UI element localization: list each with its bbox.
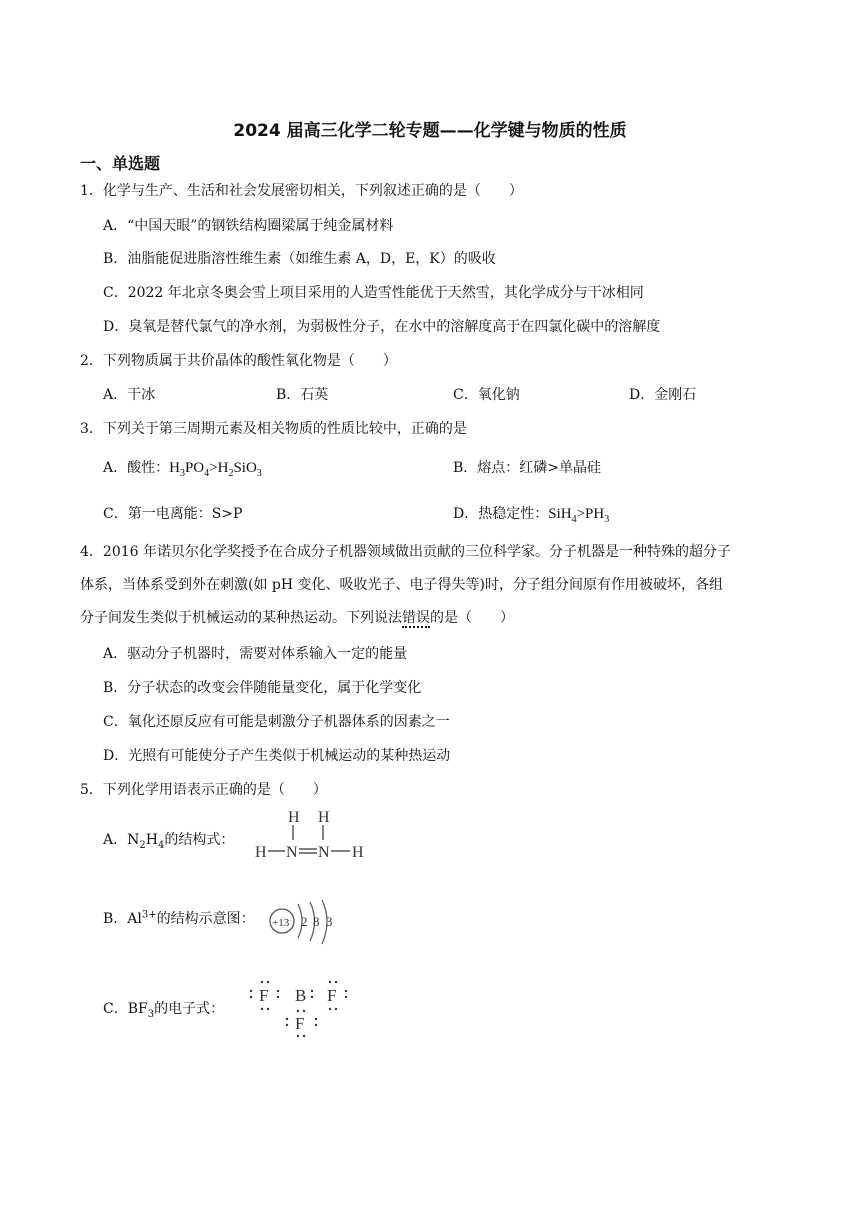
- question-2-option-d: D．金刚石: [629, 387, 697, 403]
- formula-acidity: $H_3PO_4>H_2SiO_3$: [169, 460, 262, 479]
- question-1-option-d: D．臭氧是替代氯气的净水剂，为弱极性分子，在水中的溶解度高于在四氯化碳中的溶解度: [103, 319, 661, 335]
- svg-text:2: 2: [301, 914, 308, 929]
- question-5-stem: 5．下列化学用语表示正确的是（ ）: [80, 782, 327, 798]
- section-heading: 一、单选题: [80, 154, 161, 173]
- question-4-option-a: A．驱动分子机器时，需要对体系输入一定的能量: [103, 646, 408, 662]
- page-title: 2024 届高三化学二轮专题——化学键与物质的性质: [233, 121, 627, 141]
- svg-text:H: H: [352, 844, 364, 861]
- n2h4-structural-formula: [250, 806, 374, 862]
- option-d-label: D．热稳定性：: [453, 506, 549, 522]
- svg-text:+13: +13: [272, 917, 290, 929]
- svg-text:8: 8: [313, 914, 320, 929]
- question-5-option-c: C．$BF_3$的电子式：: [103, 1001, 225, 1020]
- question-2-option-c: C．氧化钠: [453, 387, 520, 403]
- bf3-electron-formula: [240, 974, 360, 1040]
- question-3-option-a: [103, 457, 262, 479]
- question-4-line-1: 4．2016 年诺贝尔化学奖授予在合成分子机器领域做出贡献的三位科学家。分子机器是一种特殊的超分子: [80, 544, 731, 560]
- svg-text:F: F: [259, 986, 269, 1005]
- question-3-option-d: [453, 503, 609, 525]
- svg-text:3: 3: [326, 914, 333, 929]
- question-2-option-b: B．石英: [276, 387, 329, 403]
- svg-text:F: F: [295, 1014, 305, 1033]
- svg-text:B: B: [295, 986, 307, 1005]
- question-4-option-b: B．分子状态的改变会伴随能量变化，属于化学变化: [103, 680, 422, 696]
- question-3-option-c: C．第一电离能：S>P: [103, 506, 243, 522]
- question-4-option-d: D．光照有可能使分子产生类似于机械运动的某种热运动: [103, 748, 451, 764]
- question-1-option-a: A．“中国天眼”的钢铁结构圈梁属于纯金属材料: [103, 218, 394, 234]
- svg-text:H: H: [318, 809, 330, 826]
- question-1-option-c: C．2022 年北京冬奥会雪上项目采用的人造雪性能优于天然雪，其化学成分与干冰相同: [103, 285, 644, 301]
- svg-text:N: N: [286, 844, 298, 861]
- question-1-option-b: B．油脂能促进脂溶性维生素（如维生素 A，D，E，K）的吸收: [103, 251, 496, 267]
- question-1-stem: 1．化学与生产、生活和社会发展密切相关，下列叙述正确的是（ ）: [80, 183, 523, 199]
- svg-text:H: H: [288, 809, 300, 826]
- question-4-line-3: 分子间发生类似于机械运动的某种热运动。下列说法错误的是（ ）: [80, 610, 514, 626]
- emphasis-text: 错误: [402, 610, 430, 626]
- svg-text:N: N: [318, 844, 330, 861]
- svg-text:F: F: [327, 986, 337, 1005]
- svg-text:H: H: [255, 844, 267, 861]
- question-2-option-a: A．干冰: [103, 387, 156, 403]
- question-5-option-a: A．$N_2H_4$的结构式：: [103, 832, 235, 851]
- question-3-option-b: B．熔点：红磷>单晶硅: [453, 460, 602, 476]
- question-2-stem: 2．下列物质属于共价晶体的酸性氧化物是（ ）: [80, 353, 397, 369]
- question-4-option-c: C．氧化还原反应有可能是刺激分子机器体系的因素之一: [103, 714, 450, 730]
- formula-stability: $SiH_4>PH_3$: [548, 506, 610, 525]
- question-5-option-b: B．$Al^{3+}$的结构示意图：: [103, 909, 255, 927]
- option-a-label: A．酸性：: [103, 460, 170, 476]
- al3-ion-structure-diagram: [268, 896, 344, 950]
- question-4-line-2: 体系，当体系受到外在刺激(如 pH 变化、吸收光子、电子得失等)时，分子组分间原有作用被破坏，各组: [80, 577, 723, 593]
- question-3-stem: 3．下列关于第三周期元素及相关物质的性质比较中，正确的是: [80, 421, 467, 437]
